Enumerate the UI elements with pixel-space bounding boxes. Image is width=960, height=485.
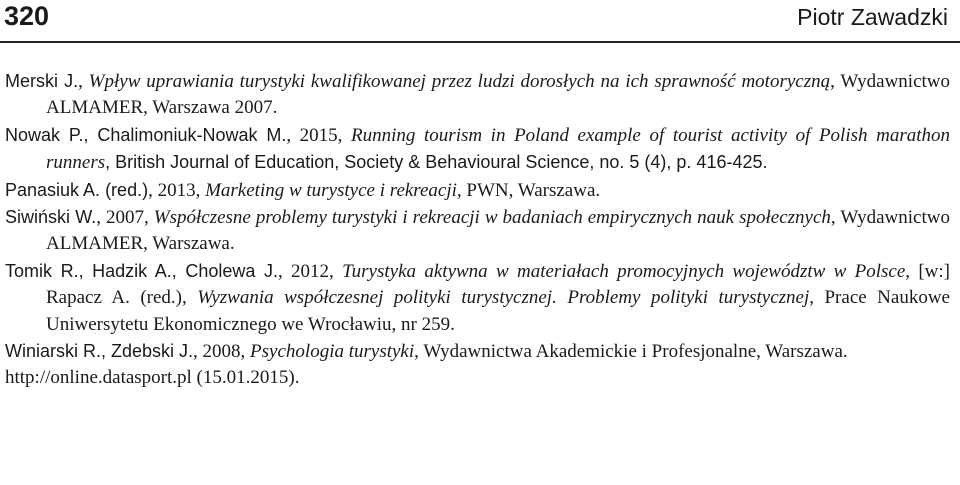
reference-publisher: , British Journal of Education, Society & Behavioural Science, no. 5 (4), p. 416-425.	[105, 152, 768, 173]
reference-publisher: , Wydawnictwa Akademickie i Profesjonalne, Warszawa.	[414, 341, 848, 363]
running-header	[0, 0, 960, 42]
reference-authors: Siwiński W.	[5, 207, 97, 228]
reference-panasiuk	[5, 177, 950, 204]
reference-siwinski	[5, 204, 950, 258]
reference-authors: Merski J.	[5, 71, 79, 91]
reference-year: , 2007,	[96, 207, 154, 229]
page-number: 320	[4, 1, 50, 31]
reference-year: , 2015,	[286, 124, 352, 146]
reference-authors: Winiarski R., Zdebski J.	[5, 341, 194, 362]
reference-publisher: , Wydawnictwo ALMAMER, Warszawa 2007.	[46, 71, 951, 119]
reference-publisher: , Wydawnictwo ALMAMER, Warszawa.	[46, 207, 950, 255]
reference-merski	[5, 68, 950, 122]
running-author: Piotr Zawadzki	[797, 4, 948, 30]
reference-title: Marketing w turystyce i rekreacji	[205, 179, 457, 201]
reference-editor: , [w:] Rapacz A. (red.),	[46, 260, 951, 309]
reference-nowak	[5, 122, 950, 177]
reference-authors: Tomik R., Hadzik A., Cholewa J.	[5, 260, 278, 281]
header-rule	[0, 41, 960, 43]
reference-tomik	[5, 258, 950, 338]
reference-year: , 2013,	[148, 179, 206, 201]
reference-year: ,	[78, 71, 89, 92]
reference-year: , 2008,	[193, 341, 251, 363]
reference-year: , 2012,	[277, 260, 343, 282]
reference-title: Running tourism in Poland example of tourist activity of Polish marathon runners	[46, 124, 951, 174]
reference-publisher: , PWN, Warszawa.	[456, 179, 601, 201]
reference-title: Turystyka aktywna w materiałach promocyjnych województw w Polsce	[342, 260, 906, 282]
reference-winiarski	[5, 338, 950, 365]
reference-authors: Nowak P., Chalimoniuk-Nowak M.	[5, 124, 287, 145]
reference-publisher: , Prace Naukowe Uniwersytetu Ekonomicznego we Wrocławiu, nr 259.	[46, 287, 950, 335]
reference-list	[5, 68, 950, 392]
reference-title: Psychologia turystyki	[250, 341, 415, 363]
reference-title: Wpływ uprawiania turystyki kwalifikowanej przez ludzi dorosłych na ich sprawność motoryczną	[88, 71, 831, 92]
reference-url[interactable]: http://online.datasport.pl (15.01.2015).	[5, 367, 300, 389]
reference-title: Współczesne problemy turystyki i rekreacji w badaniach empirycznych nauk społecznych	[153, 207, 831, 229]
reference-book-title: Wyzwania współczesnej polityki turystycznej. Problemy polityki turystycznej	[197, 287, 810, 309]
reference-datasport	[5, 365, 950, 391]
reference-authors: Panasiuk A. (red.)	[5, 179, 149, 200]
